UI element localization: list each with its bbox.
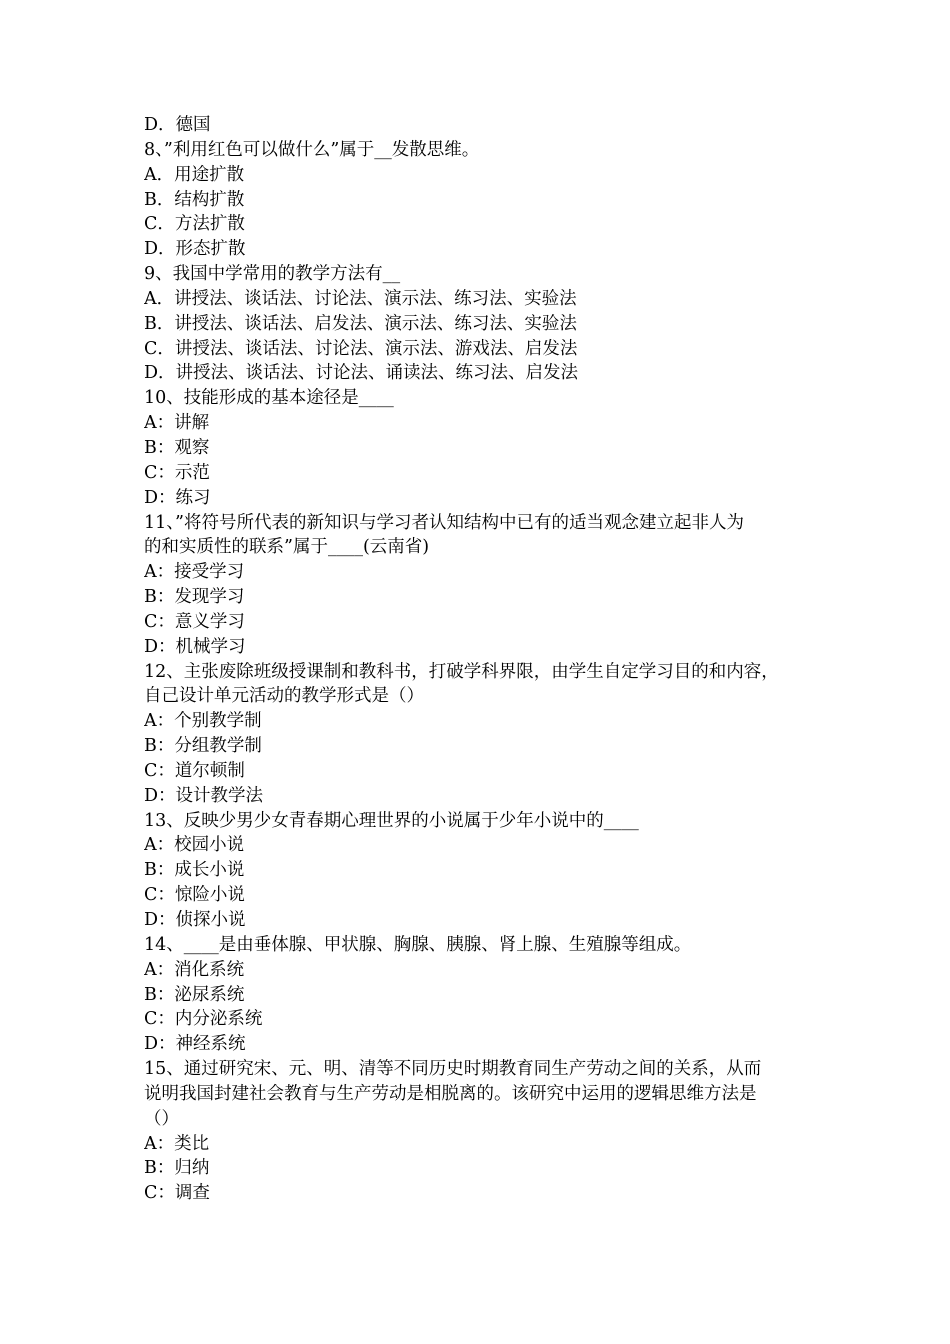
answer-option: A：讲解 xyxy=(144,413,210,434)
answer-option: C：道尔顿制 xyxy=(144,760,245,781)
answer-option: A：接受学习 xyxy=(144,562,245,583)
answer-option: C：惊险小说 xyxy=(144,885,245,906)
question-12-continued: 自己设计单元活动的教学形式是（） xyxy=(144,686,424,707)
answer-option: D．讲授法、谈话法、讨论法、诵读法、练习法、启发法 xyxy=(144,363,579,384)
answer-option: C：内分泌系统 xyxy=(144,1009,263,1030)
question-11-continued: 的和实质性的联系”属于____(云南省) xyxy=(144,537,430,558)
answer-option: D：设计教学法 xyxy=(144,785,264,806)
page-body xyxy=(144,113,812,1206)
question-15-continued: 说明我国封建社会教育与生产劳动是相脱离的。该研究中运用的逻辑思维方法是 xyxy=(144,1083,757,1104)
answer-option: D：机械学习 xyxy=(144,636,246,657)
answer-option: A．讲授法、谈话法、讨论法、演示法、练习法、实验法 xyxy=(144,288,577,309)
answer-option: B：分组教学制 xyxy=(144,736,262,757)
answer-option: C：示范 xyxy=(144,462,210,483)
answer-option: C：意义学习 xyxy=(144,611,245,632)
answer-option: B：泌尿系统 xyxy=(144,984,245,1005)
question-15-continued: （） xyxy=(144,1108,179,1129)
answer-option: B：成长小说 xyxy=(144,860,245,881)
answer-option: A：校园小说 xyxy=(144,835,245,856)
answer-option: A：类比 xyxy=(144,1133,210,1154)
answer-option: B：归纳 xyxy=(144,1158,210,1179)
answer-option: D．德国 xyxy=(144,115,211,135)
answer-option: D．形态扩散 xyxy=(144,239,246,260)
answer-option: B．结构扩散 xyxy=(144,189,245,210)
answer-option: D：侦探小说 xyxy=(144,910,246,930)
question-8: 8、”利用红色可以做什么”属于__发散思维。 xyxy=(144,139,480,160)
question-14: 14、____是由垂体腺、甲状腺、胸腺、胰腺、肾上腺、生殖腺等组成。 xyxy=(144,934,692,955)
answer-option: B：发现学习 xyxy=(144,587,245,608)
answer-option: B．讲授法、谈话法、启发法、演示法、练习法、实验法 xyxy=(144,313,577,334)
question-13: 13、反映少男少女青春期心理世界的小说属于少年小说中的____ xyxy=(144,810,639,831)
answer-option: C：调查 xyxy=(144,1183,210,1204)
question-9: 9、我国中学常用的教学方法有__ xyxy=(144,264,401,285)
answer-option: C．方法扩散 xyxy=(144,214,245,235)
answer-option: D：神经系统 xyxy=(144,1034,246,1055)
answer-option: A．用途扩散 xyxy=(144,164,245,185)
question-10: 10、技能形成的基本途径是____ xyxy=(144,388,394,409)
answer-option: B：观察 xyxy=(144,437,210,458)
question-12: 12、主张废除班级授课制和教科书，打破学科界限，由学生自定学习目的和内容， xyxy=(144,661,779,682)
answer-option: A：消化系统 xyxy=(144,959,245,980)
answer-option: D：练习 xyxy=(144,487,211,508)
answer-option: A：个别教学制 xyxy=(144,711,262,732)
question-11: 11、”将符号所代表的新知识与学习者认知结构中已有的适当观念建立起非人为 xyxy=(144,512,744,533)
question-15: 15、通过研究宋、元、明、清等不同历史时期教育同生产劳动之间的关系，从而 xyxy=(144,1059,762,1080)
answer-option: C．讲授法、谈话法、讨论法、演示法、游戏法、启发法 xyxy=(144,338,578,359)
